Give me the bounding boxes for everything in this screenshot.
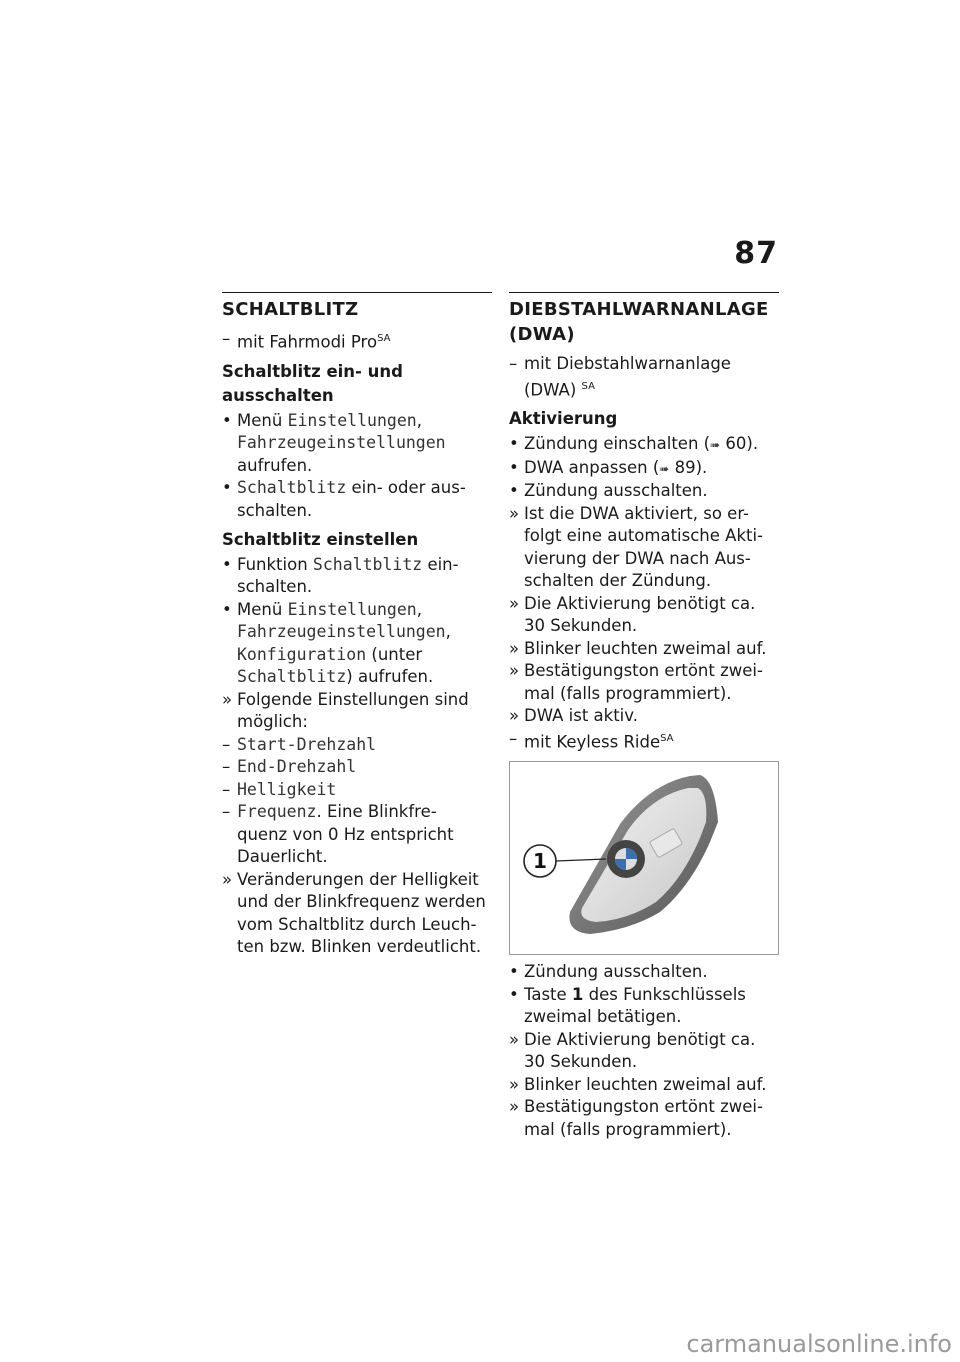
- requirement: – mit Diebstahlwarnanlage: [509, 354, 731, 373]
- list-item: • Menü Einstellungen,: [222, 410, 422, 430]
- result-item-cont: schalten der Zündung.: [524, 571, 712, 590]
- result-item: » DWA ist aktiv.: [509, 706, 638, 725]
- left-column: [222, 292, 492, 959]
- result-item-cont: 30 Sekunden.: [524, 1052, 638, 1071]
- list-item: • Zündung ausschalten.: [509, 962, 708, 981]
- requirement-cont: (DWA) $^{SA}$: [524, 380, 595, 399]
- key-fob-illustration: [510, 762, 778, 954]
- watermark: carmanualsonline.info: [686, 1330, 952, 1358]
- result-item-cont: vierung der DWA nach Aus-: [524, 548, 751, 568]
- list-item: • Funktion Schaltblitz ein-: [222, 554, 459, 574]
- page-ref-arrow-icon: ➠: [659, 461, 670, 476]
- subsection-title: Aktivierung: [509, 409, 618, 428]
- subsection-title: Schaltblitz ein- und ausschalten: [222, 361, 403, 405]
- result-item-cont: vom Schaltblitz durch Leuch-: [237, 914, 477, 934]
- result-item-cont: folgt eine automatische Akti-: [524, 526, 764, 545]
- list-item: • Zündung einschalten (➠ 60).: [509, 433, 779, 456]
- option-item: – End-Drehzahl: [222, 757, 357, 776]
- section-title: DIEBSTAHLWARNANLAGE (DWA): [509, 299, 769, 345]
- result-item-cont: mal (falls programmiert).: [524, 1119, 732, 1139]
- key-fob-figure: [509, 761, 779, 955]
- list-item-cont: zweimal betätigen.: [524, 1007, 682, 1026]
- option-item: – Start-Drehzahl: [222, 734, 377, 754]
- list-item-cont: Fahrzeugeinstellungen: [237, 433, 446, 452]
- list-item-cont: Konfiguration (unter: [237, 644, 423, 664]
- result-item: » Ist die DWA aktiviert, so er-: [509, 503, 750, 523]
- page-ref-arrow-icon: ➠: [710, 438, 721, 452]
- result-item-cont: möglich:: [237, 712, 308, 731]
- section-rule: [509, 292, 779, 293]
- list-item-cont: Fahrzeugeinstellungen,: [237, 622, 451, 641]
- list-item-cont: Schaltblitz) aufrufen.: [237, 667, 434, 686]
- list-item-cont: schalten.: [237, 577, 313, 596]
- list-item: • Schaltblitz ein- oder aus-: [222, 478, 466, 497]
- list-item-cont: schalten.: [237, 500, 313, 520]
- result-item: » Veränderungen der Helligkeit: [222, 869, 479, 889]
- requirement: – mit Fahrmodi Pro$^{SA}$: [222, 329, 391, 352]
- result-item: » Die Aktivierung benötigt ca.: [509, 593, 756, 613]
- result-item: » Blinker leuchten zweimal auf.: [509, 638, 767, 658]
- requirement: – mit Keyless Ride$^{SA}$: [509, 728, 674, 751]
- result-item: » Blinker leuchten zweimal auf.: [509, 1074, 767, 1094]
- section-title: SCHALTBLITZ: [222, 299, 359, 320]
- result-item: » Die Aktivierung benötigt ca.: [509, 1029, 756, 1049]
- page-number: 87: [734, 236, 778, 271]
- list-item: • Menü Einstellungen,: [222, 599, 422, 619]
- list-item: • Zündung ausschalten.: [509, 481, 708, 500]
- result-item: » Bestätigungston ertönt zwei-: [509, 661, 763, 680]
- option-item-cont: Dauerlicht.: [237, 847, 328, 866]
- right-column: [509, 292, 779, 1141]
- result-item-cont: und der Blinkfrequenz werden: [237, 892, 486, 911]
- subsection-title: Schaltblitz einstellen: [222, 529, 419, 549]
- option-item: – Helligkeit: [222, 779, 337, 799]
- result-item: » Bestätigungston ertönt zwei-: [509, 1097, 763, 1116]
- list-item-cont: aufrufen.: [237, 455, 313, 475]
- section-rule: [222, 292, 492, 293]
- option-item-cont: quenz von 0 Hz entspricht: [237, 824, 454, 844]
- result-item: » Folgende Einstellungen sind: [222, 689, 469, 709]
- list-item: • DWA anpassen (➠ 89).: [509, 457, 779, 480]
- result-item-cont: 30 Sekunden.: [524, 616, 638, 635]
- callout-label: 1: [533, 849, 547, 873]
- option-item: – Frequenz. Eine Blinkfre-: [222, 802, 437, 821]
- result-item-cont: mal (falls programmiert).: [524, 683, 732, 703]
- result-item-cont: ten bzw. Blinken verdeutlicht.: [237, 937, 482, 956]
- list-item: • Taste 1 des Funkschlüssels: [509, 984, 746, 1004]
